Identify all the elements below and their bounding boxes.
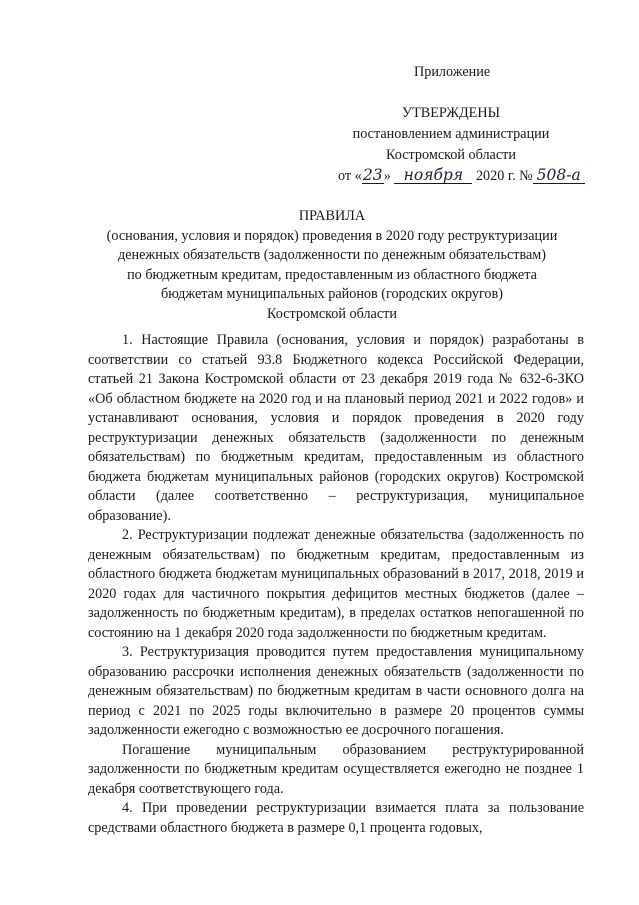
rules-subtitle-line-4: бюджетам муниципальных районов (городских округов) [161,286,503,303]
appendix-label: Приложение [414,64,491,80]
rules-title-block [64,207,600,325]
doc-number-handwritten: 508-а [533,167,585,184]
date-mid: » [383,168,391,184]
date-prefix: от « [338,168,362,184]
date-year: 2020 г. № [475,168,533,184]
approved-by-line-2: Костромской области [386,147,516,163]
rules-subtitle-line-1: (основания, условия и порядок) проведения в 2020 году реструктуризации [106,227,558,244]
rules-body [88,331,584,838]
approval-block [326,103,581,187]
paragraph-4: 4. При проведении реструктуризации взимается плата за пользование средствами областного бюджета в размере 0,1 процента годовых, [88,800,584,836]
date-month-handwritten: ноября [394,167,472,184]
date-day-handwritten: 23 [362,166,383,184]
approved-heading: УТВЕРЖДЕНЫ [402,105,500,121]
rules-heading: ПРАВИЛА [298,208,366,224]
approved-by-line-1: постановлением администрации [352,126,550,142]
rules-subtitle-line-2: денежных обязательств (задолженности по денежным обязательствам) [118,247,546,264]
rules-subtitle-line-5: Костромской области [267,305,397,322]
paragraph-1: 1. Настоящие Правила (основания, условия и порядок) разработаны в соответствии со статьей 93.8 Бюджетного кодекса Российской Федерации, статьей 21 Закона Костромской области от 23 декабря 2019 года № 632-6-ЗКО «Об областном бюджете на 2020 год и на плановый период 2021 и 2022 годов» и устанавливают основания, условия и порядок проведения в 2020 году реструктуризации денежных обязательств (задолженности по денежным обязательствам) по бюджетным кредитам, предоставленным из областного бюджета бюджетам муниципальных районов (городских округов) Костромской области (далее соответственно – реструктуризация, муниципальное образование). [88,332,584,524]
approval-date-line [326,166,581,187]
paragraph-2: 2. Реструктуризации подлежат денежные обязательства (задолженность по денежным обязательствам) по бюджетным кредитам, предоставленным из областного бюджета бюджетам муниципальных образований в 2017, 2018, 2019 и 2020 годах для частичного покрытия дефицитов местных бюджетов (далее – задолженность по бюджетным кредитам), в пределах остатков непогашенной по состоянию на 1 декабря 2020 года задолженности по бюджетным кредитам. [88,527,584,641]
paragraph-3: 3. Реструктуризация проводится путем предоставления муниципальному образованию рассрочки исполнения денежных обязательств (задолженности по денежным обязательствам) по бюджетным кредитам в части основного долга на период с 2021 по 2025 годы включительно в размере 20 процентов суммы задолженности ежегодно с возможностью ее досрочного погашения. [88,644,584,738]
paragraph-3-repayment: Погашение муниципальным образованием реструктурированной задолженности по бюджетным кредитам осуществляется ежегодно не позднее 1 декабря соответствующего года. [88,741,584,797]
rules-subtitle-line-3: по бюджетным кредитам, предоставленным из областного бюджета [127,266,537,283]
